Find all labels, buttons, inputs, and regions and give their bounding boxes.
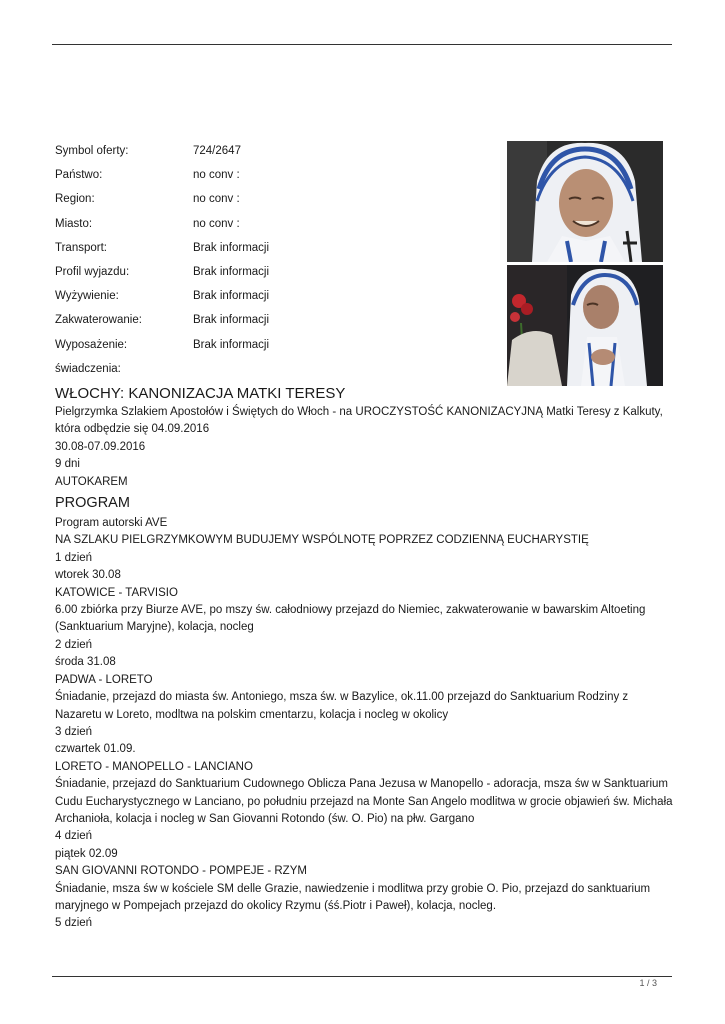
spec-row-transport xyxy=(55,236,475,260)
program-day-number: 1 dzień xyxy=(55,551,93,564)
program-day-route: SAN GIOVANNI ROTONDO - POMPEJE - RZYM xyxy=(55,865,307,878)
spec-value: Brak informacji xyxy=(193,266,270,279)
program-day-route: KATOWICE - TARVISIO xyxy=(55,586,178,599)
program-line: NA SZLAKU PIELGRZYMKOWYM BUDUJEMY WSPÓLNOTĘ POPRZEZ CODZIENNĄ EUCHARYSTIĘ xyxy=(55,534,589,547)
program-day-date: czwartek 01.09. xyxy=(55,743,136,756)
program-day-description: Śniadanie, msza św w kościele SM delle Grazie, nawiedzenie i modlitwa przy grobie O. Pio, przejazd do sanktuarium maryjnego w Pompejach przejazd do okolicy Rzymu (śś.Piotr i Paweł), kolacja, nocleg. xyxy=(55,882,651,912)
spec-row-services xyxy=(55,357,475,381)
program-day-number: 4 dzień xyxy=(55,830,93,843)
spec-row-profile xyxy=(55,260,475,284)
program-day-date: środa 31.08 xyxy=(55,656,116,669)
spec-row-country xyxy=(55,163,475,187)
praying-photo xyxy=(507,265,663,386)
spec-label: Wyposażenie: xyxy=(55,338,128,351)
program-day-route: PADWA - LORETO xyxy=(55,673,153,686)
spec-value: Brak informacji xyxy=(193,241,270,254)
footer-rule xyxy=(52,976,672,977)
program-heading: PROGRAM xyxy=(55,495,130,512)
intro-dates: 30.08-07.09.2016 xyxy=(55,440,146,453)
offer-specs-table xyxy=(55,139,475,381)
spec-value: Brak informacji xyxy=(193,290,270,303)
offer-content xyxy=(55,384,675,933)
program-day-number: 5 dzień xyxy=(55,917,93,930)
spec-label: świadczenia: xyxy=(55,362,121,375)
program-day-number: 3 dzień xyxy=(55,725,93,738)
spec-value: 724/2647 xyxy=(193,145,241,158)
spec-value: no conv : xyxy=(193,217,240,230)
program-day-description: 6.00 zbiórka przy Biurze AVE, po mszy św. całodniowy przejazd do Niemiec, zakwaterowanie w bawarskim Altoeting (Sanktuarium Maryjne), kolacja, nocleg xyxy=(55,604,646,634)
intro-transport: AUTOKAREM xyxy=(55,475,128,488)
intro-duration: 9 dni xyxy=(55,458,80,471)
program-day-route: LORETO - MANOPELLO - LANCIANO xyxy=(55,760,253,773)
spec-row-accommodation xyxy=(55,308,475,332)
offer-title: WŁOCHY: KANONIZACJA MATKI TERESY xyxy=(55,385,346,402)
spec-label: Profil wyjazdu: xyxy=(55,266,130,279)
program-day-description: Śniadanie, przejazd do miasta św. Antoniego, msza św. w Bazylice, ok.11.00 przejazd do Sanktuarium Rodziny z Nazaretu w Loreto, modltwa na polskim cmentarzu, kolacja i nocleg w okolicy xyxy=(55,691,629,721)
header-rule xyxy=(52,44,672,45)
program-day-date: wtorek 30.08 xyxy=(55,569,121,582)
program-day-number: 2 dzień xyxy=(55,638,93,651)
spec-label: Symbol oferty: xyxy=(55,145,129,158)
intro-description: Pielgrzymka Szlakiem Apostołów i Świętych do Włoch - na UROCZYSTOŚĆ KANONIZACYJNĄ Matki Teresy z Kalkuty, która odbędzie się 04.09.2016 xyxy=(55,406,663,436)
spec-value: no conv : xyxy=(193,193,240,206)
program-day-description: Śniadanie, przejazd do Sanktuarium Cudownego Oblicza Pana Jezusa w Manopello - adoracja, msza św w Sanktuarium Cudu Eucharystycznego w Lanciano, po południu przejazd na Monte San Angelo modlitwa w grocie objawień św. Michała Archanioła, kolacja i nocleg w San Giovanni Rotondo (św. O. Pio) na płw. Gargano xyxy=(55,778,673,825)
portrait-photo-graphic xyxy=(507,141,663,262)
spec-label: Zakwaterowanie: xyxy=(55,314,142,327)
spec-row-city xyxy=(55,212,475,236)
spec-row-symbol xyxy=(55,139,475,163)
spec-label: Region: xyxy=(55,193,95,206)
spec-value: no conv : xyxy=(193,169,240,182)
spec-row-equipment xyxy=(55,333,475,357)
spec-label: Wyżywienie: xyxy=(55,290,119,303)
spec-label: Miasto: xyxy=(55,217,93,230)
spec-row-region xyxy=(55,187,475,211)
spec-row-meals xyxy=(55,284,475,308)
program-day-date: piątek 02.09 xyxy=(55,847,118,860)
spec-value: Brak informacji xyxy=(193,338,270,351)
page-number: 1 / 3 xyxy=(639,978,657,988)
program-line: Program autorski AVE xyxy=(55,517,168,530)
portrait-photo xyxy=(507,141,663,262)
praying-photo-graphic xyxy=(507,265,663,386)
spec-label: Państwo: xyxy=(55,169,103,182)
spec-label: Transport: xyxy=(55,241,107,254)
spec-value: Brak informacji xyxy=(193,314,270,327)
